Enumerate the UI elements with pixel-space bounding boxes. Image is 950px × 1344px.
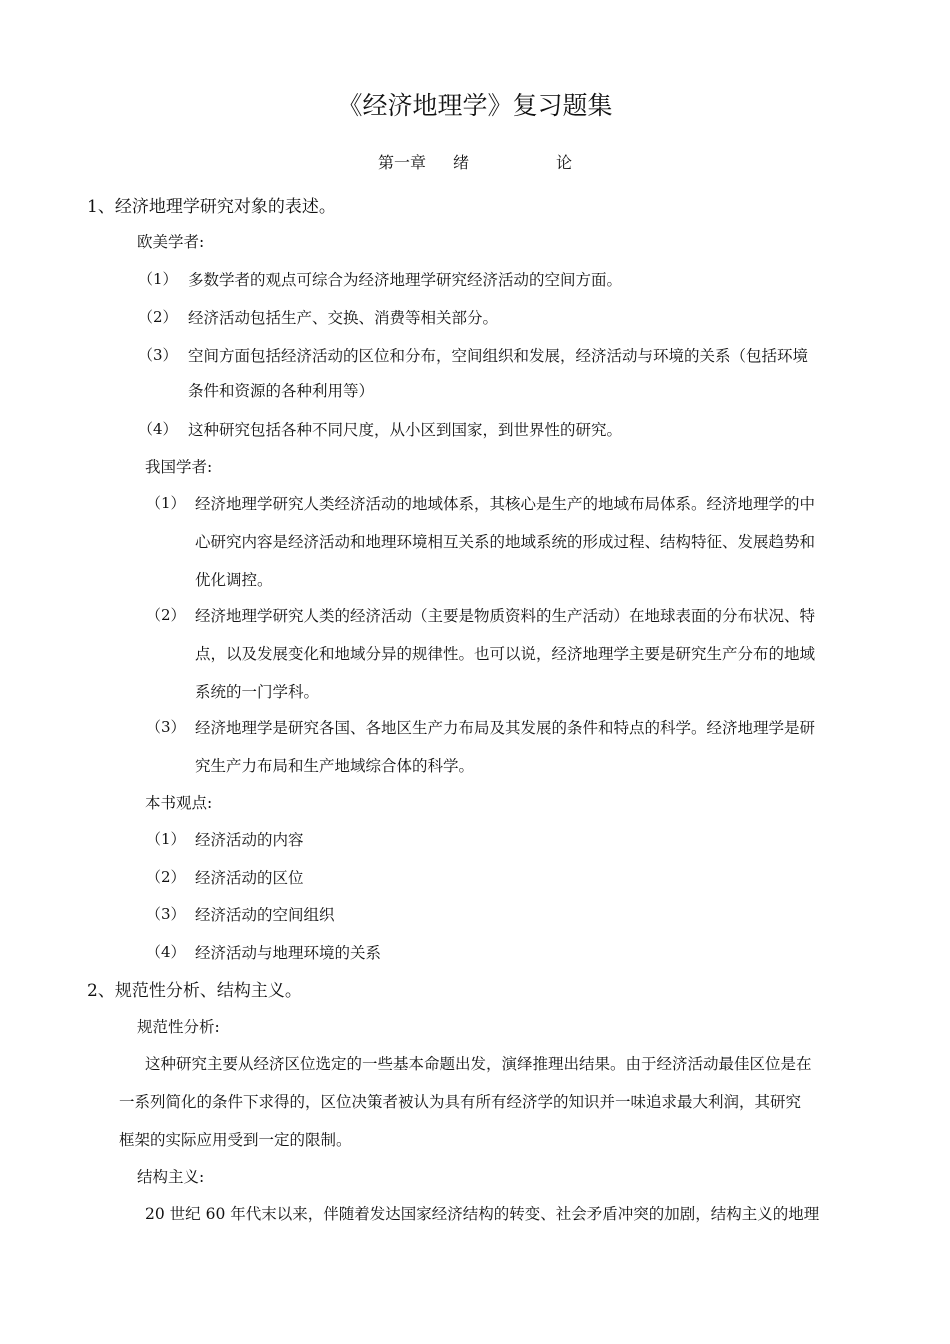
chinese-scholars-heading: 我国学者: [145, 458, 213, 476]
chapter-title-char-1: 绪 [453, 153, 470, 172]
document-title: 《经济地理学》复习题集 [337, 91, 613, 120]
western-item-1-number: （1） [138, 270, 178, 288]
book-item-3-text: 经济活动的空间组织 [195, 906, 335, 924]
western-item-2-number: （2） [138, 308, 178, 326]
chapter-label: 第一章 [378, 153, 427, 172]
chinese-item-3-text: 经济地理学是研究各国、各地区生产力布局及其发展的条件和特点的科学。经济地理学是研 [195, 719, 816, 737]
western-scholars-heading: 欧美学者: [137, 233, 205, 251]
western-item-1-text: 多数学者的观点可综合为经济地理学研究经济活动的空间方面。 [188, 271, 623, 289]
book-item-1-number: （1） [146, 830, 186, 848]
chinese-item-3-text-cont: 究生产力布局和生产地域综合体的科学。 [195, 757, 475, 775]
western-item-4-number: （4） [138, 420, 178, 438]
chinese-item-1-text: 经济地理学研究人类经济活动的地域体系，其核心是生产的地域布局体系。经济地理学的中 [195, 495, 816, 513]
western-item-3-text: 空间方面包括经济活动的区位和分布，空间组织和发展，经济活动与环境的关系（包括环境 [188, 347, 809, 365]
normative-paragraph-line: 框架的实际应用受到一定的限制。 [119, 1131, 352, 1149]
western-item-3-text-cont: 条件和资源的各种利用等） [188, 382, 375, 400]
book-item-4-number: （4） [146, 943, 186, 961]
chinese-item-1-number: （1） [146, 494, 186, 512]
chinese-item-2-text-cont: 点，以及发展变化和地域分异的规律性。也可以说，经济地理学主要是研究生产分布的地域 [195, 645, 816, 663]
chinese-item-2-text-cont: 系统的一门学科。 [195, 683, 320, 701]
normative-paragraph-line: 一系列简化的条件下求得的，区位决策者被认为具有所有经济学的知识并一味追求最大利润，其研究 [119, 1093, 802, 1111]
book-item-1-text: 经济活动的内容 [195, 831, 304, 849]
normative-paragraph-line: 这种研究主要从经济区位选定的一些基本命题出发，演绎推理出结果。由于经济活动最佳区位是在 [145, 1055, 812, 1073]
chinese-item-1-text-cont: 优化调控。 [195, 571, 273, 589]
question-1-heading: 1、经济地理学研究对象的表述。 [87, 197, 336, 217]
book-item-3-number: （3） [146, 905, 186, 923]
book-item-4-text: 经济活动与地理环境的关系 [195, 944, 382, 962]
normative-analysis-heading: 规范性分析: [137, 1018, 220, 1036]
chinese-item-1-text-cont: 心研究内容是经济活动和地理环境相互关系的地域系统的形成过程、结构特征、发展趋势和 [195, 533, 816, 551]
book-item-2-number: （2） [146, 868, 186, 886]
book-view-heading: 本书观点: [145, 794, 213, 812]
question-2-heading: 2、规范性分析、结构主义。 [87, 981, 302, 1001]
western-item-2-text: 经济活动包括生产、交换、消费等相关部分。 [188, 309, 499, 327]
western-item-3-number: （3） [138, 346, 178, 364]
structuralism-paragraph-line: 20 世纪 60 年代末以来，伴随着发达国家经济结构的转变、社会矛盾冲突的加剧，结构主义的地理 [145, 1205, 820, 1223]
structuralism-heading: 结构主义: [137, 1168, 205, 1186]
western-item-4-text: 这种研究包括各种不同尺度，从小区到国家，到世界性的研究。 [188, 421, 623, 439]
chinese-item-2-text: 经济地理学研究人类的经济活动（主要是物质资料的生产活动）在地球表面的分布状况、特 [195, 607, 816, 625]
book-item-2-text: 经济活动的区位 [195, 869, 304, 887]
chinese-item-3-number: （3） [146, 718, 186, 736]
chapter-title-char-2: 论 [556, 153, 573, 172]
chinese-item-2-number: （2） [146, 606, 186, 624]
